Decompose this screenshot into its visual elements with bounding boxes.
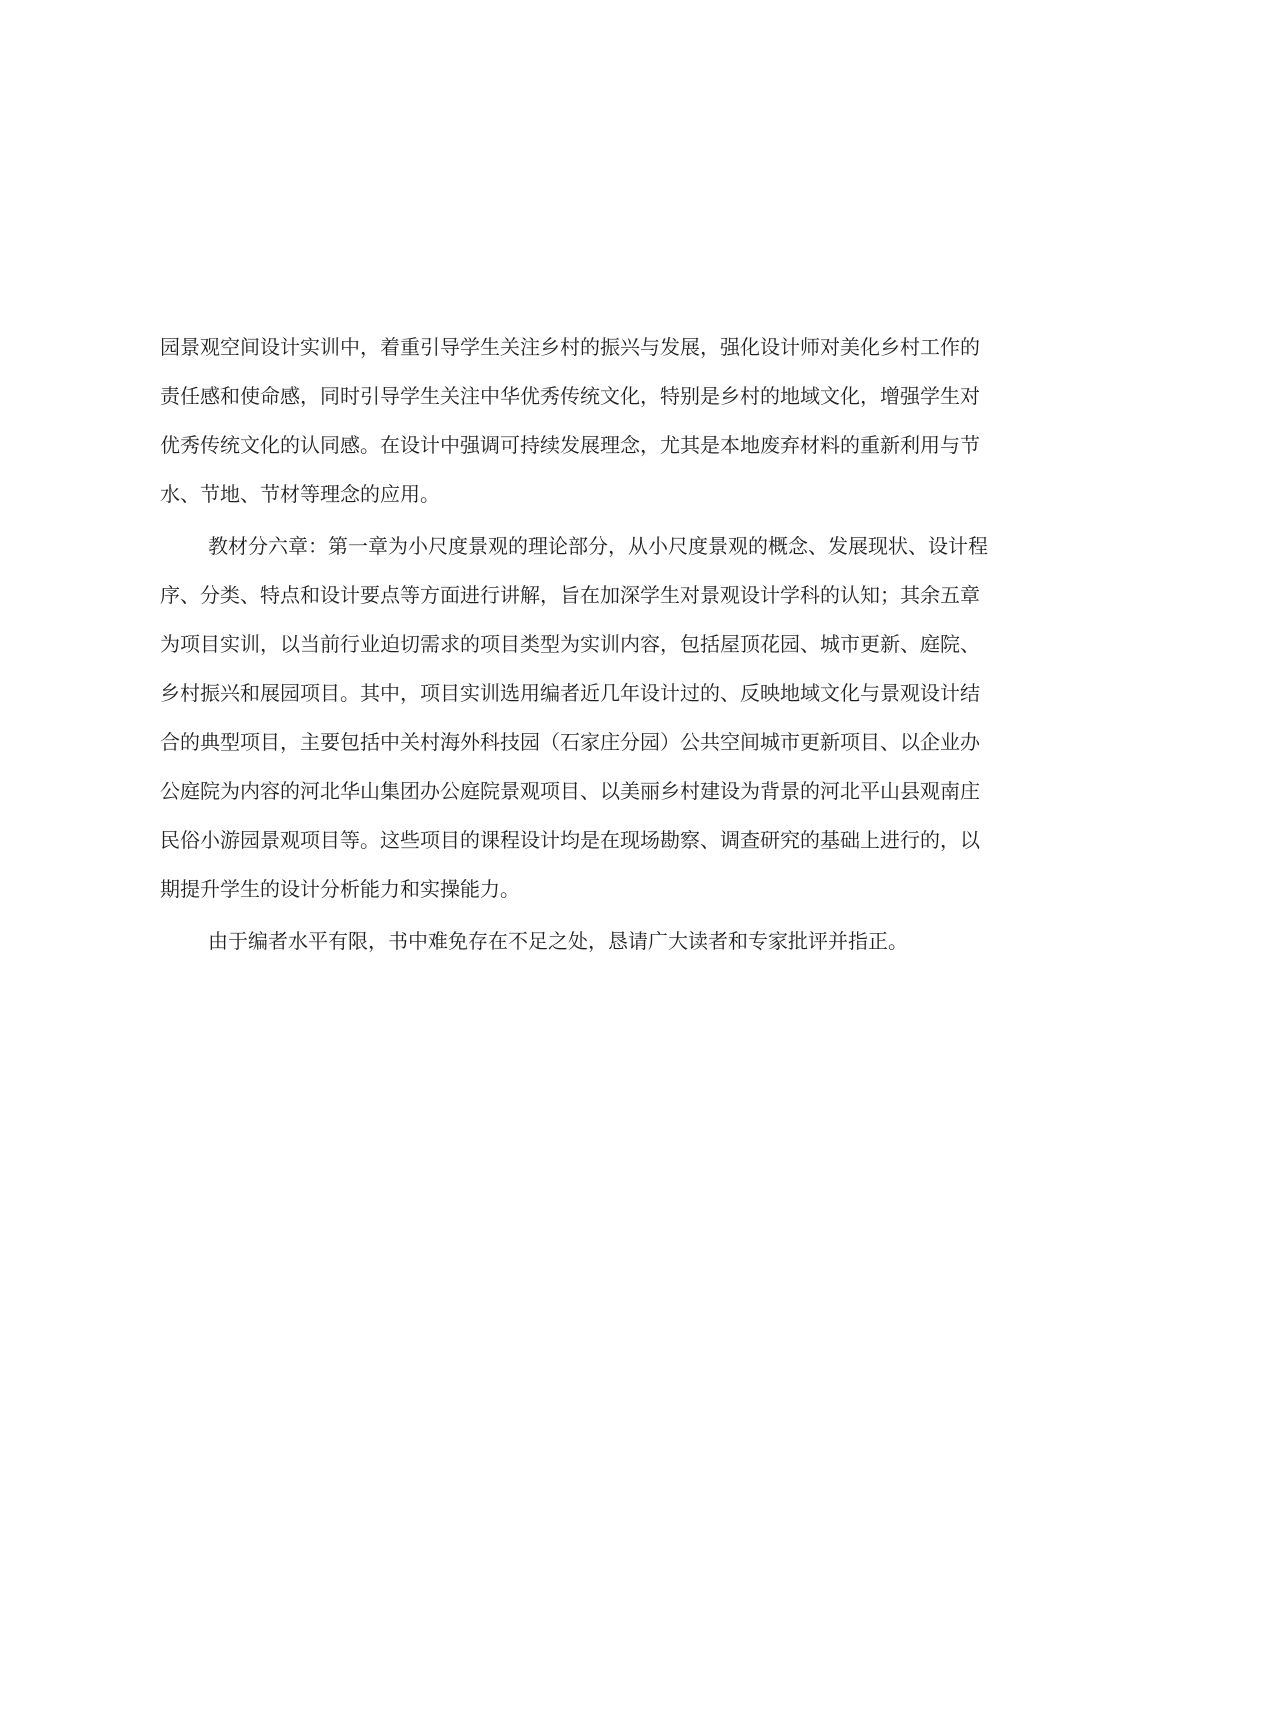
text-line: 期提升学生的设计分析能力和实操能力。 [160,877,520,901]
text-line: 由于编者水平有限，书中难免存在不足之处，恳请广大读者和专家批评并指正。 [208,929,908,953]
text-line: 序、分类、特点和设计要点等方面进行讲解，旨在加深学生对景观设计学科的认知；其余五章 [160,583,980,607]
body-text [160,323,1038,966]
text-line: 民俗小游园景观项目等。这些项目的课程设计均是在现场勘察、调查研究的基础上进行的，以 [160,828,980,852]
text-line: 园景观空间设计实训中，着重引导学生关注乡村的振兴与发展，强化设计师对美化乡村工作的 [160,335,980,359]
text-line: 为项目实训，以当前行业迫切需求的项目类型为实训内容，包括屋顶花园、城市更新、庭院、 [160,632,980,656]
text-line: 乡村振兴和展园项目。其中，项目实训选用编者近几年设计过的、反映地域文化与景观设计结 [160,681,980,705]
text-line: 责任感和使命感，同时引导学生关注中华优秀传统文化，特别是乡村的地域文化，增强学生对 [160,384,980,408]
paragraph [160,323,1038,519]
text-line: 合的典型项目，主要包括中关村海外科技园（石家庄分园）公共空间城市更新项目、以企业办 [160,730,980,754]
text-line: 优秀传统文化的认同感。在设计中强调可持续发展理念，尤其是本地废弃材料的重新利用与节 [160,433,980,457]
paragraph [160,522,1038,914]
text-line: 水、节地、节材等理念的应用。 [160,482,440,506]
paragraph [160,917,1038,966]
text-line: 教材分六章：第一章为小尺度景观的理论部分，从小尺度景观的概念、发展现状、设计程 [208,534,988,558]
text-line: 公庭院为内容的河北华山集团办公庭院景观项目、以美丽乡村建设为背景的河北平山县观南庄 [160,779,980,803]
